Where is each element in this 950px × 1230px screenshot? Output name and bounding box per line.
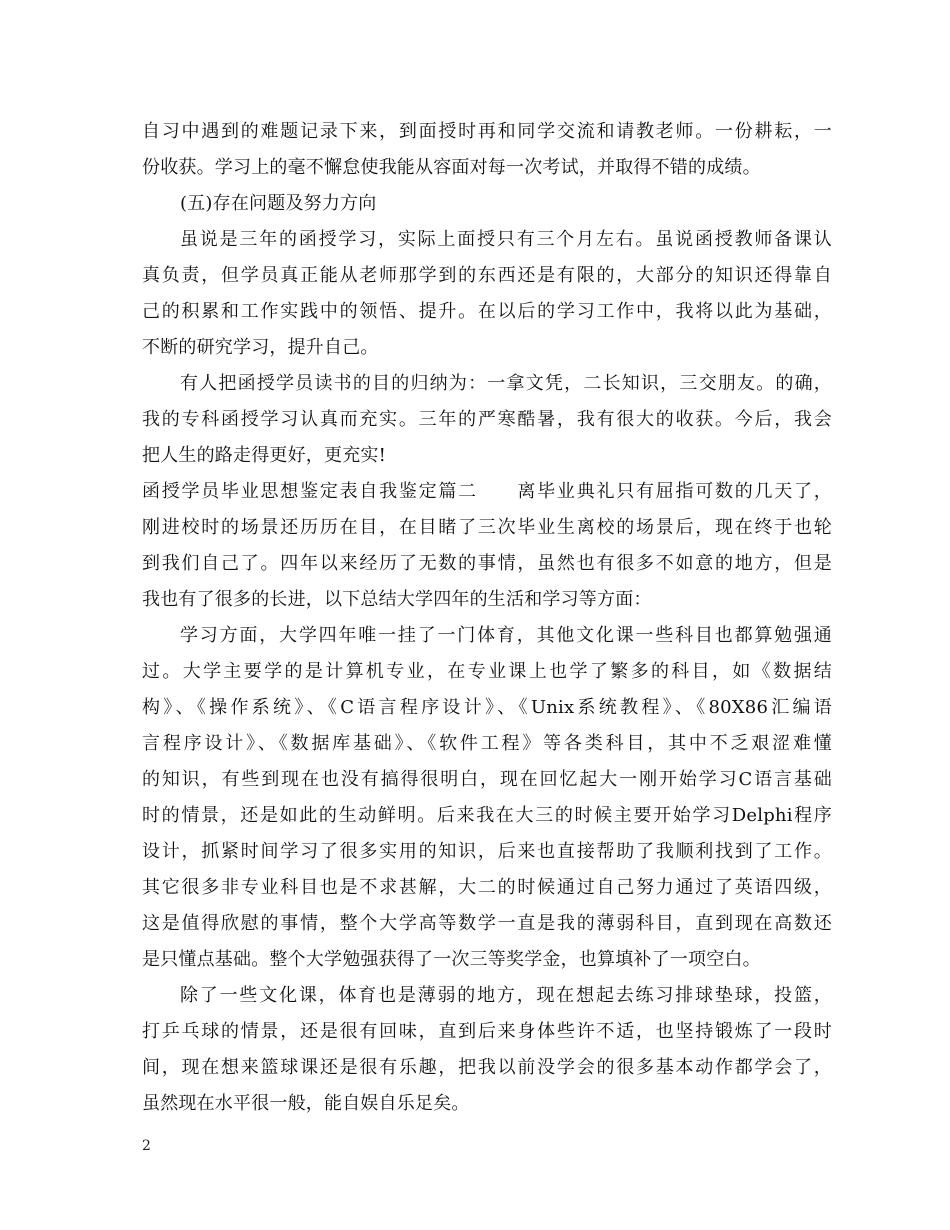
text-line: 其它很多非专业科目也是不求甚解，大二的时候通过自己努力通过了英语四级， [142, 877, 832, 898]
page-number: 2 [142, 1138, 151, 1154]
text-line: 过。大学主要学的是计算机专业，在专业课上也学了繁多的科目，如《数据结 [142, 661, 832, 682]
text-line: 学习方面，大学四年唯一挂了一门体育，其他文化课一些科目也都算勉强通 [180, 625, 832, 646]
text-line: 这是值得欣慰的事情，整个大学高等数学一直是我的薄弱科目，直到现在高数还 [142, 913, 832, 934]
text-line: 言程序设计》、《数据库基础》、《软件工程》等各类科目，其中不乏艰涩难懂 [142, 733, 832, 754]
text-line: 函授学员毕业思想鉴定表自我鉴定篇二 离毕业典礼只有屈指可数的几天了， [142, 481, 832, 502]
text-line: 虽说是三年的函授学习，实际上面授只有三个月左右。虽说函授教师备课认 [180, 229, 832, 250]
text-line: 是只懂点基础。整个大学勉强获得了一次三等奖学金，也算填补了一项空白。 [142, 949, 761, 970]
text-line: 我的专科函授学习认真而充实。三年的严寒酷暑，我有很大的收获。今后，我会 [142, 409, 832, 430]
text-line: 刚进校时的场景还历历在目，在目睹了三次毕业生离校的场景后，现在终于也轮 [142, 517, 832, 538]
text-line: 打乒乓球的情景，还是很有回味，直到后来身体些许不适，也坚持锻炼了一段时 [142, 1021, 832, 1042]
text-line: 份收获。学习上的毫不懈怠使我能从容面对每一次考试，并取得不错的成绩。 [142, 157, 761, 178]
text-line: 间，现在想来篮球课还是很有乐趣，把我以前没学会的很多基本动作都学会了， [142, 1057, 832, 1078]
document-body [142, 114, 832, 1122]
text-line: 把人生的路走得更好，更充实! [142, 445, 387, 466]
text-line: 构》、《操作系统》、《C语言程序设计》、《Unix系统教程》、《80X86汇编语 [142, 697, 832, 718]
text-line: 虽然现在水平很一般，能自娱自乐足矣。 [142, 1093, 470, 1114]
text-line: 时的情景，还是如此的生动鲜明。后来我在大三的时候主要开始学习Delphi程序 [142, 805, 832, 826]
text-line: 有人把函授学员读书的目的归纳为：一拿文凭，二长知识，三交朋友。的确， [180, 373, 832, 394]
text-line: 自习中遇到的难题记录下来，到面授时再和同学交流和请教老师。一份耕耘，一 [142, 121, 832, 142]
text-line: 的知识，有些到现在也没有搞得很明白，现在回忆起大一刚开始学习C语言基础 [142, 769, 832, 790]
text-line: 己的积累和工作实践中的领悟、提升。在以后的学习工作中，我将以此为基础， [142, 301, 832, 322]
text-line: 除了一些文化课，体育也是薄弱的地方，现在想起去练习排球垫球，投篮， [180, 985, 832, 1006]
text-line: 不断的研究学习，提升自己。 [142, 337, 379, 358]
text-line: 设计，抓紧时间学习了很多实用的知识，后来也直接帮助了我顺利找到了工作。 [142, 841, 832, 862]
text-line: 真负责，但学员真正能从老师那学到的东西还是有限的，大部分的知识还得靠自 [142, 265, 832, 286]
text-line: (五)存在问题及努力方向 [180, 193, 377, 214]
text-line: 我也有了很多的长进，以下总结大学四年的生活和学习等方面： [142, 589, 652, 610]
text-line: 到我们自己了。四年以来经历了无数的事情，虽然也有很多不如意的地方，但是 [142, 553, 832, 574]
